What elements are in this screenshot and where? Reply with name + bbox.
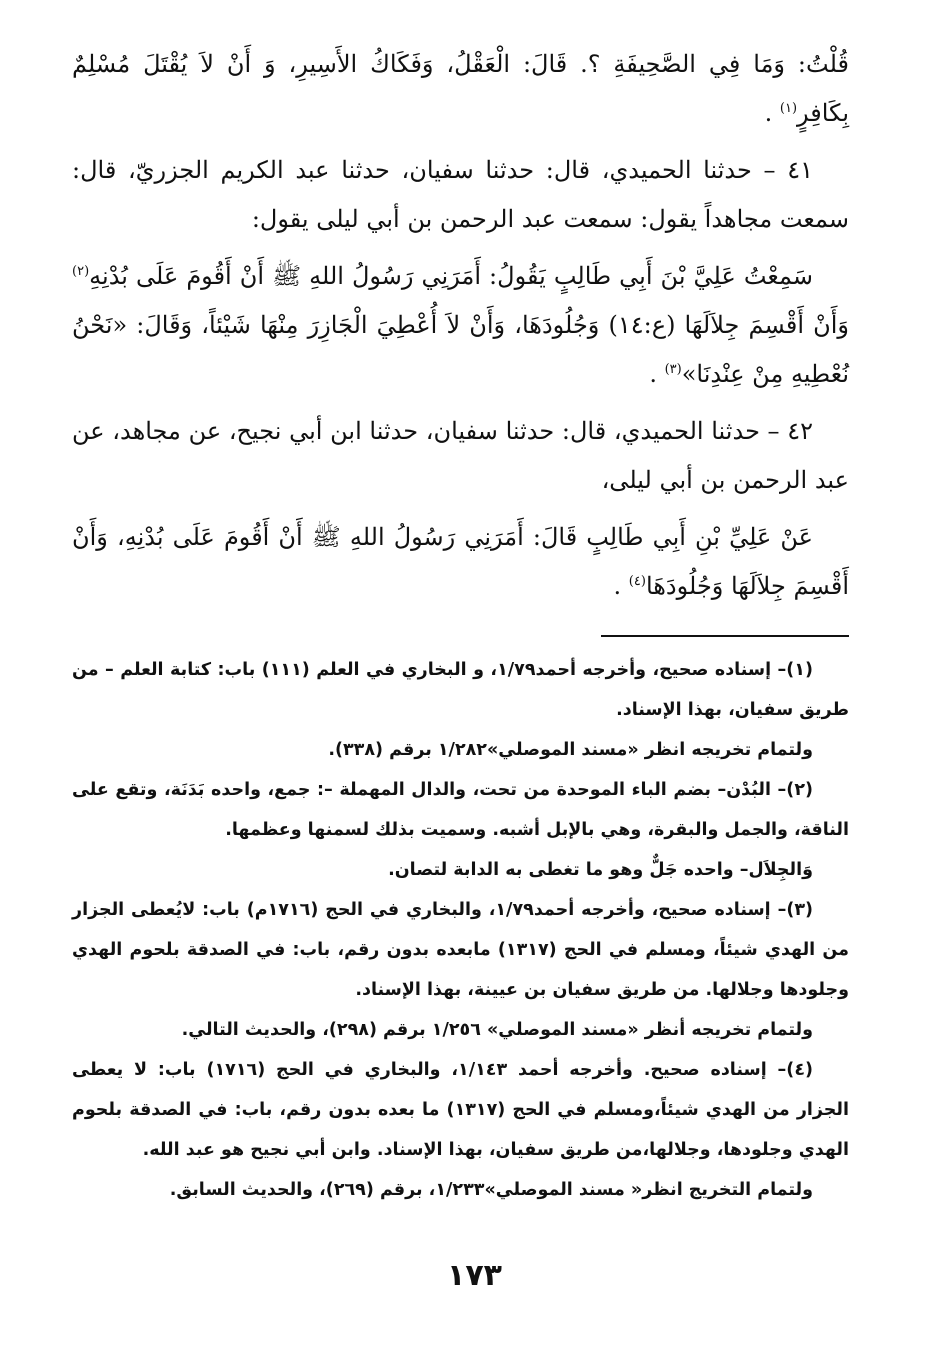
hadith-41-matn-a: سَمِعْتُ عَلِيَّ بْنَ أَبِي طَالِبٍ يَقُولُ: أَمَرَنِي رَسُولُ اللهِ ﷺ أَنْ أَقُومَ عَلَى بُدْنِهِ: [89, 262, 813, 290]
footnote-3: (٣)– إسناده صحيح، وأخرجه أحمد١/٧٩، والبخاري في الحج (١٧١٦م) باب: لايُعطى الجزار من الهدي شيئاً، ومسلم في الحج (١٣١٧) مابعده بدون رقم، باب: في الصدقة بلحوم الهدي وجلودها وجلالها. من طريق سفيان بن عيينة، بهذا الإسناد.: [72, 900, 849, 1000]
footnote-ref-4: (٤): [628, 574, 646, 589]
footnote-2: (٢)– البُدْن– بضم الباء الموحدة من تحت، والدال المهملة –: جمع، واحده بَدَنَة، وتقع على الناقة، والجمل والبقرة، وهي بالإبل أشبه. وسميت بذلك لسمنها وعظمها.: [72, 780, 849, 840]
footnote-separator: [601, 635, 849, 637]
footnote-ref-3: (٣): [664, 362, 682, 377]
main-text: [72, 40, 849, 619]
hadith-41-isnad: ٤١ – حدثنا الحميدي، قال: حدثنا سفيان، حدثنا عبد الكريم الجزريّ، قال: سمعت مجاهداً يقول: سمعت عبد الرحمن بن أبي ليلى يقول:: [72, 156, 849, 233]
footnote-1: (١)– إسناده صحيح، وأخرجه أحمد١/٧٩، و البخاري في العلم (١١١) باب: كتابة العلم – من طريق سفيان، بهذا الإسناد.: [72, 660, 849, 720]
footnote-ref-2: (٢): [72, 264, 90, 279]
footnote-2-extra: وَالجِلاَل– واحده جَلٌّ وهو ما تغطى به الدابة لتصان.: [388, 860, 813, 880]
hadith-42-matn-text: عَنْ عَلِيِّ بْنِ أَبِي طَالِبٍ قَالَ: أَمَرَنِي رَسُولُ اللهِ ﷺ أَنْ أَقُومَ عَلَى بُدْنِهِ، وَأَنْ أَقْسِمَ جِلاَلَهَا وَجُلُودَهَا: [72, 523, 849, 600]
paragraph-sahifa: [72, 40, 849, 138]
page-number: ١٧٣: [447, 1258, 502, 1293]
footnotes: [72, 650, 849, 1210]
paragraph-end: .: [649, 360, 665, 388]
paragraph-end: .: [764, 99, 780, 127]
footnote-3-extra: ولتمام تخريجه أنظر «مسند الموصلي» ١/٢٥٦ برقم (٢٩٨)، والحديث التالي.: [181, 1020, 813, 1040]
hadith-41-matn: [72, 252, 849, 399]
hadith-42-matn: [72, 513, 849, 611]
hadith-42-isnad: ٤٢ – حدثنا الحميدي، قال: حدثنا سفيان، حدثنا ابن أبي نجيح، عن مجاهد، عن عبد الرحمن بن أبي ليلى،: [72, 417, 849, 494]
paragraph-end: .: [613, 572, 629, 600]
footnote-ref-1: (١): [779, 101, 798, 116]
hadith-41-matn-b: وَأَنْ أَقْسِمَ جِلاَلَهَا (ع:١٤) وَجُلُودَهَا، وَأَنْ لاَ أُعْطِيَ الْجَازِرَ مِنْهَا شَيْئاً، وَقَالَ: «نَحْنُ نُعْطِيهِ مِنْ عِنْدِنَا»: [72, 311, 849, 388]
paragraph-sahifa-text: قُلْتُ: وَمَا فِي الصَّحِيفَةِ ؟. قَالَ: الْعَقْلُ، وَفَكَاكُ الأَسِيرِ، وَ أَنْ لاَ يُقْتَلَ مُسْلِمٌ بِكَافِرٍ: [72, 50, 849, 127]
footnote-4-extra: ولتمام التخريج انظر« مسند الموصلي»١/٢٣٣، برقم (٢٦٩)، والحديث السابق.: [169, 1180, 813, 1200]
footnote-1-extra: ولتمام تخريجه انظر «مسند الموصلي»١/٢٨٢ برقم (٣٣٨).: [328, 740, 813, 760]
footnote-4: (٤)– إسناده صحيح. وأخرجه أحمد ١/١٤٣، والبخاري في الحج (١٧١٦) باب: لا يعطى الجزار من الهدي شيئاً،ومسلم في الحج (١٣١٧) ما بعده بدون رقم، باب: في الصدقة بلحوم الهدي وجلودها، وجلالها،من طريق سفيان، بهذا الإسناد. وابن أبي نجيح هو عبد الله.: [72, 1060, 849, 1160]
